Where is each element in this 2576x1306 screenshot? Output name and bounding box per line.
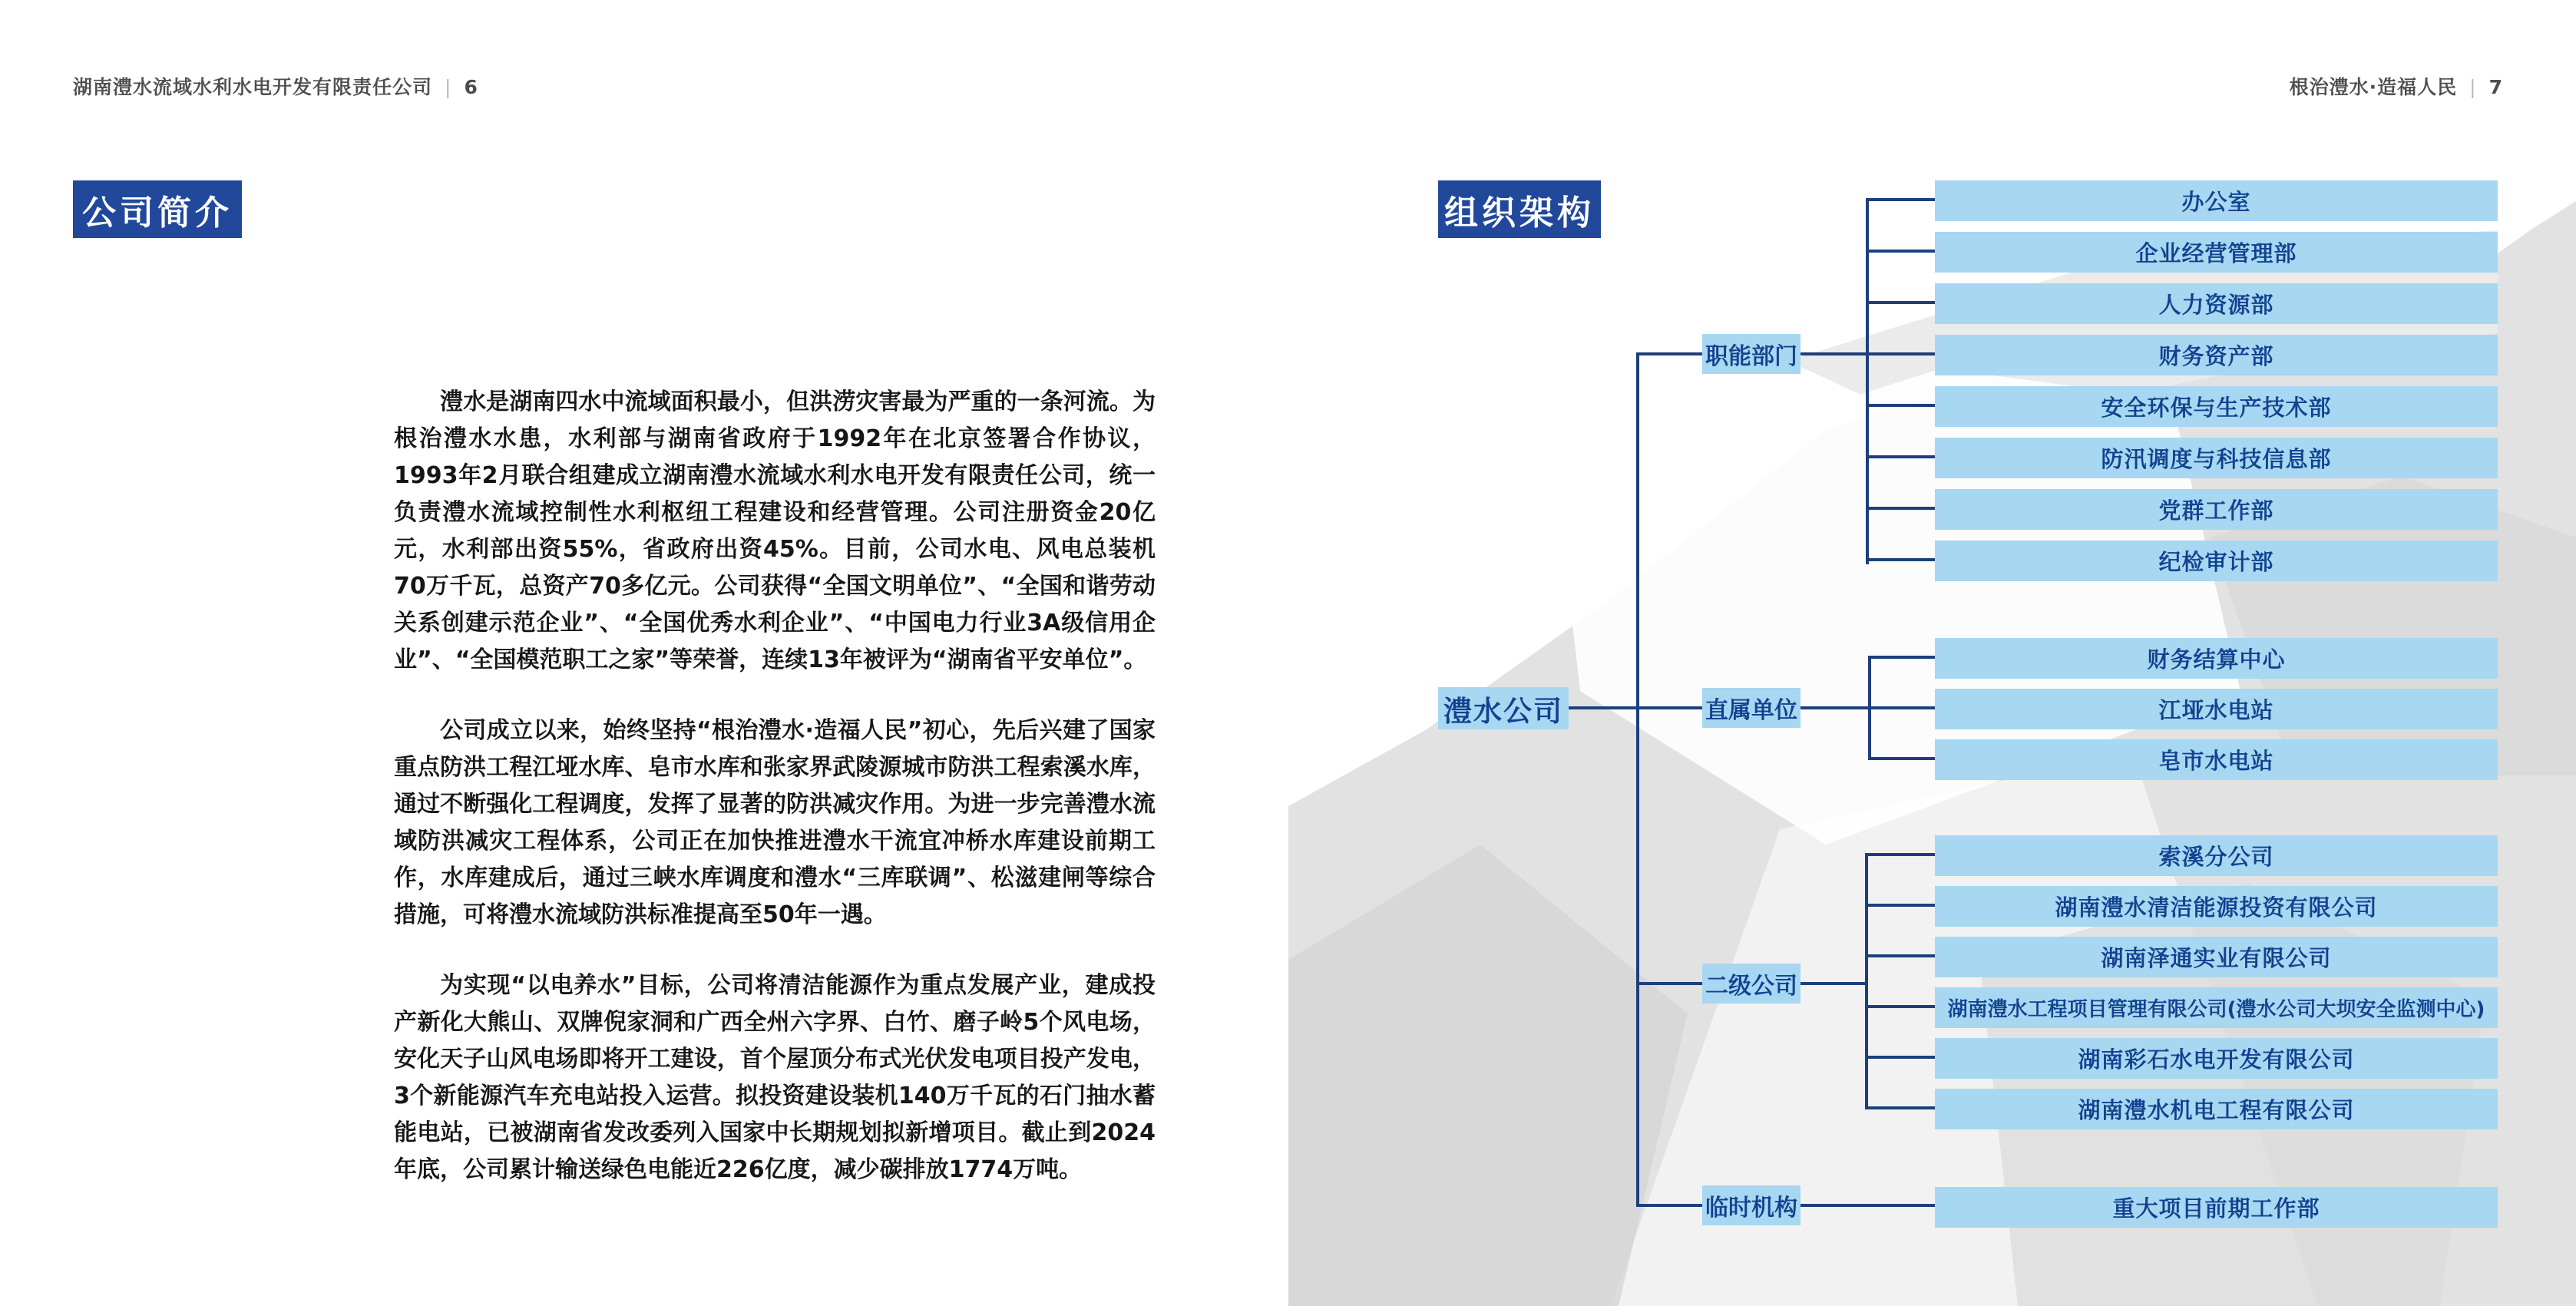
- connector-line: [1866, 301, 1935, 304]
- connector-line: [1801, 1204, 1935, 1207]
- connector-line: [1636, 1204, 1702, 1207]
- org-node: 安全环保与生产技术部: [1935, 386, 2498, 427]
- connector-line: [1569, 706, 1702, 709]
- org-node: 人力资源部: [1935, 283, 2498, 324]
- connector-line: [1865, 904, 1935, 907]
- org-node: 财务资产部: [1935, 335, 2498, 375]
- org-branch-secondary-companies: 二级公司: [1702, 964, 1801, 1003]
- org-node: 防汛调度与科技信息部: [1935, 438, 2498, 478]
- paragraph: 公司成立以来，始终坚持“根治澧水·造福人民”初心，先后兴建了国家重点防洪工程江垭水库、皂市水库和张家界武陵源城市防洪工程索溪水库，通过不断强化工程调度，发挥了显著的防洪减灾作用。为进一步完善澧水流域防洪减灾工程体系，公司正在加快推进澧水干流宜冲桥水库建设前期工作，水库建成后，通过三峡水库调度和澧水“三库联调”、松滋建闸等综合措施，可将澧水流域防洪标准提高至50年一遇。: [394, 717, 1156, 928]
- org-node: 湖南澧水清洁能源投资有限公司: [1935, 886, 2498, 927]
- connector-line: [1866, 250, 1935, 253]
- connector-line: [1866, 507, 1935, 510]
- connector-line: [1866, 558, 1935, 561]
- connector-line: [1801, 706, 1871, 709]
- org-branch-directly-affiliated-units: 直属单位: [1702, 688, 1801, 728]
- connector-line: [1868, 656, 1935, 659]
- org-node: 索溪分公司: [1935, 835, 2498, 876]
- slogan: 根治澧水·造福人民: [2289, 76, 2458, 98]
- connector-line: [1865, 1106, 1935, 1109]
- paragraph: 澧水是湖南四水中流域面积最小，但洪涝灾害最为严重的一条河流。为根治澧水水患，水利部与湖南省政府于1992年在北京签署合作协议，1993年2月联合组建成立湖南澧水流域水利水电开发有限责任公司，统一负责澧水流域控制性水利枢纽工程建设和经营管理。公司注册资金20亿元，水利部出资55%，省政府出资45%。目前，公司水电、风电总装机70万千瓦，总资产70多亿元。公司获得“全国文明单位”、“全国和谐劳动关系创建示范企业”、“全国优秀水利企业”、“中国电力行业3A级信用企业”、“全国模范职工之家”等荣誉，连续13年被评为“湖南省平安单位”。: [394, 388, 1156, 673]
- org-node: 湖南泽通实业有限公司: [1935, 937, 2498, 977]
- connector-line: [1865, 853, 1868, 1109]
- connector-line: [1636, 352, 1705, 355]
- org-node: 江垭水电站: [1935, 689, 2498, 729]
- org-node: 湖南澧水工程项目管理有限公司(澧水公司大坝安全监测中心): [1935, 987, 2498, 1028]
- company-profile-text: [394, 384, 1156, 1222]
- connector-line: [1801, 352, 1869, 355]
- connector-line: [1866, 455, 1935, 458]
- connector-line: [1865, 1056, 1935, 1059]
- org-trunk-line: [1636, 352, 1639, 1207]
- org-branch-temporary-organizations: 临时机构: [1702, 1185, 1801, 1225]
- connector-line: [1866, 198, 1935, 201]
- right-page-number: 7: [2488, 76, 2503, 98]
- connector-line: [1868, 706, 1935, 709]
- connector-line: [1868, 757, 1935, 760]
- left-page-number: 6: [464, 76, 478, 98]
- org-node: 重大项目前期工作部: [1935, 1187, 2498, 1228]
- org-branch-functional-departments: 职能部门: [1702, 334, 1801, 374]
- paragraph: 为实现“以电养水”目标，公司将清洁能源作为重点发展产业，建成投产新化大熊山、双牌倪家洞和广西全州六字界、白竹、磨子岭5个风电场，安化天子山风电场即将开工建设，首个屋顶分布式光伏发电项目投产发电，3个新能源汽车充电站投入运营。拟投资建设装机140万千瓦的石门抽水蓄能电站，已被湖南省发改委列入国家中长期规划拟新增项目。截止到2024年底，公司累计输送绿色电能近226亿度，减少碳排放1774万吨。: [394, 972, 1156, 1183]
- org-node: 党群工作部: [1935, 489, 2498, 530]
- connector-line: [1865, 954, 1935, 957]
- section-title-org-structure: 组织架构: [1438, 180, 1601, 238]
- company-name: 湖南澧水流域水利水电开发有限责任公司: [73, 76, 433, 98]
- section-title-company-profile: 公司简介: [73, 180, 242, 238]
- org-node: 皂市水电站: [1935, 739, 2498, 780]
- org-node: 纪检审计部: [1935, 541, 2498, 581]
- connector-line: [1636, 982, 1702, 985]
- org-node: 财务结算中心: [1935, 638, 2498, 679]
- header-divider: |: [445, 76, 452, 98]
- org-node: 办公室: [1935, 180, 2498, 221]
- connector-line: [1866, 352, 1935, 355]
- connector-line: [1866, 404, 1935, 407]
- left-page-header: [73, 72, 478, 100]
- connector-line: [1801, 982, 1868, 985]
- header-divider: |: [2469, 76, 2477, 98]
- org-node: 湖南彩石水电开发有限公司: [1935, 1038, 2498, 1079]
- connector-line: [1865, 1005, 1935, 1008]
- org-root-node: 澧水公司: [1438, 687, 1569, 729]
- org-node: 企业经营管理部: [1935, 232, 2498, 273]
- org-node: 湖南澧水机电工程有限公司: [1935, 1089, 2498, 1129]
- connector-line: [1865, 853, 1935, 856]
